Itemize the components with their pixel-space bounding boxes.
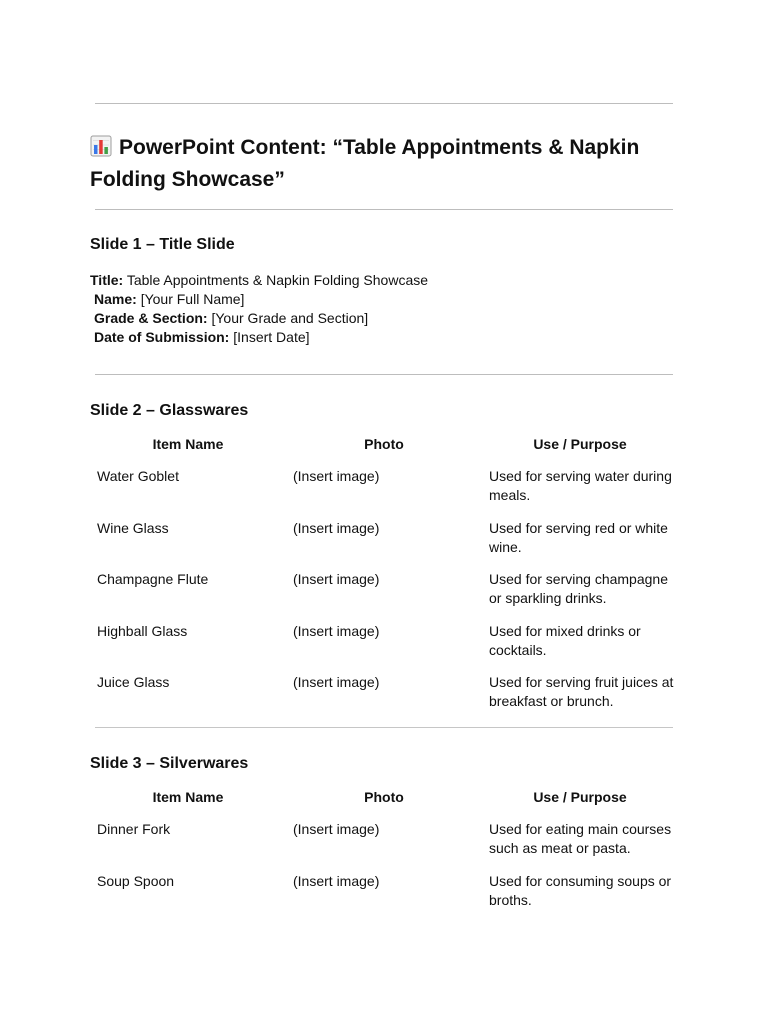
table-row	[90, 467, 680, 519]
use-cell: Used for consuming soups or broths.	[489, 872, 672, 908]
photo-cell: (Insert image)	[293, 519, 380, 536]
slide2-heading: Slide 2 – Glasswares	[90, 402, 249, 419]
document-title	[90, 133, 690, 194]
column-header-item-name: Item Name	[152, 789, 224, 805]
silverwares-table	[90, 788, 680, 923]
slide1-fields	[90, 271, 428, 347]
item-name-cell: Wine Glass	[97, 519, 169, 536]
slide1-heading: Slide 1 – Title Slide	[90, 236, 235, 253]
item-name-cell: Champagne Flute	[97, 571, 209, 587]
photo-cell: (Insert image)	[293, 674, 380, 690]
table-header	[90, 435, 680, 459]
bar-chart-icon	[90, 135, 112, 165]
use-cell: Used for serving water during meals.	[489, 468, 672, 503]
table-row	[90, 673, 680, 725]
use-cell: Used for serving red or white wine.	[489, 519, 668, 555]
field-grade-section	[90, 309, 428, 328]
table-row	[90, 622, 680, 674]
horizontal-rule	[95, 374, 673, 375]
field-title-value: Table Appointments & Napkin Folding Showcase	[126, 272, 429, 288]
table-row	[90, 570, 680, 622]
field-title-label: Title:	[90, 272, 124, 288]
document-title-text: PowerPoint Content: “Table Appointments & Napkin Folding Showcase”	[90, 136, 640, 191]
table-header	[90, 788, 680, 812]
table-row	[90, 820, 680, 872]
horizontal-rule	[95, 727, 673, 728]
field-date-value: [Insert Date]	[233, 329, 310, 345]
photo-cell: (Insert image)	[293, 821, 380, 837]
field-title	[90, 271, 428, 290]
glasswares-table	[90, 435, 680, 725]
photo-cell: (Insert image)	[293, 468, 380, 484]
column-header-use-purpose: Use / Purpose	[533, 436, 627, 452]
slide3-heading: Slide 3 – Silverwares	[90, 755, 249, 772]
horizontal-rule	[95, 103, 673, 104]
field-grade-section-label: Grade & Section:	[94, 310, 208, 326]
column-header-item-name: Item Name	[152, 436, 224, 452]
item-name-cell: Juice Glass	[97, 674, 170, 690]
photo-cell: (Insert image)	[293, 622, 380, 639]
use-cell: Used for serving fruit juices at breakfast or brunch.	[489, 674, 674, 709]
field-date-label: Date of Submission:	[94, 329, 230, 345]
table-row	[90, 519, 680, 571]
field-name-label: Name:	[94, 291, 137, 307]
use-cell: Used for serving champagne or sparkling drinks.	[489, 571, 668, 606]
field-name	[90, 290, 428, 309]
field-name-value: [Your Full Name]	[140, 291, 245, 307]
horizontal-rule	[95, 209, 673, 210]
column-header-photo: Photo	[364, 789, 404, 805]
item-name-cell: Highball Glass	[97, 622, 188, 639]
column-header-use-purpose: Use / Purpose	[533, 789, 627, 805]
photo-cell: (Insert image)	[293, 872, 380, 889]
item-name-cell: Water Goblet	[97, 468, 179, 484]
use-cell: Used for eating main courses such as meat or pasta.	[489, 821, 672, 856]
column-header-photo: Photo	[364, 436, 404, 452]
item-name-cell: Soup Spoon	[97, 872, 175, 889]
photo-cell: (Insert image)	[293, 571, 380, 587]
field-date	[90, 328, 428, 347]
field-grade-section-value: [Your Grade and Section]	[211, 310, 369, 326]
item-name-cell: Dinner Fork	[97, 821, 171, 837]
use-cell: Used for mixed drinks or cocktails.	[489, 622, 641, 658]
table-row	[90, 872, 680, 924]
